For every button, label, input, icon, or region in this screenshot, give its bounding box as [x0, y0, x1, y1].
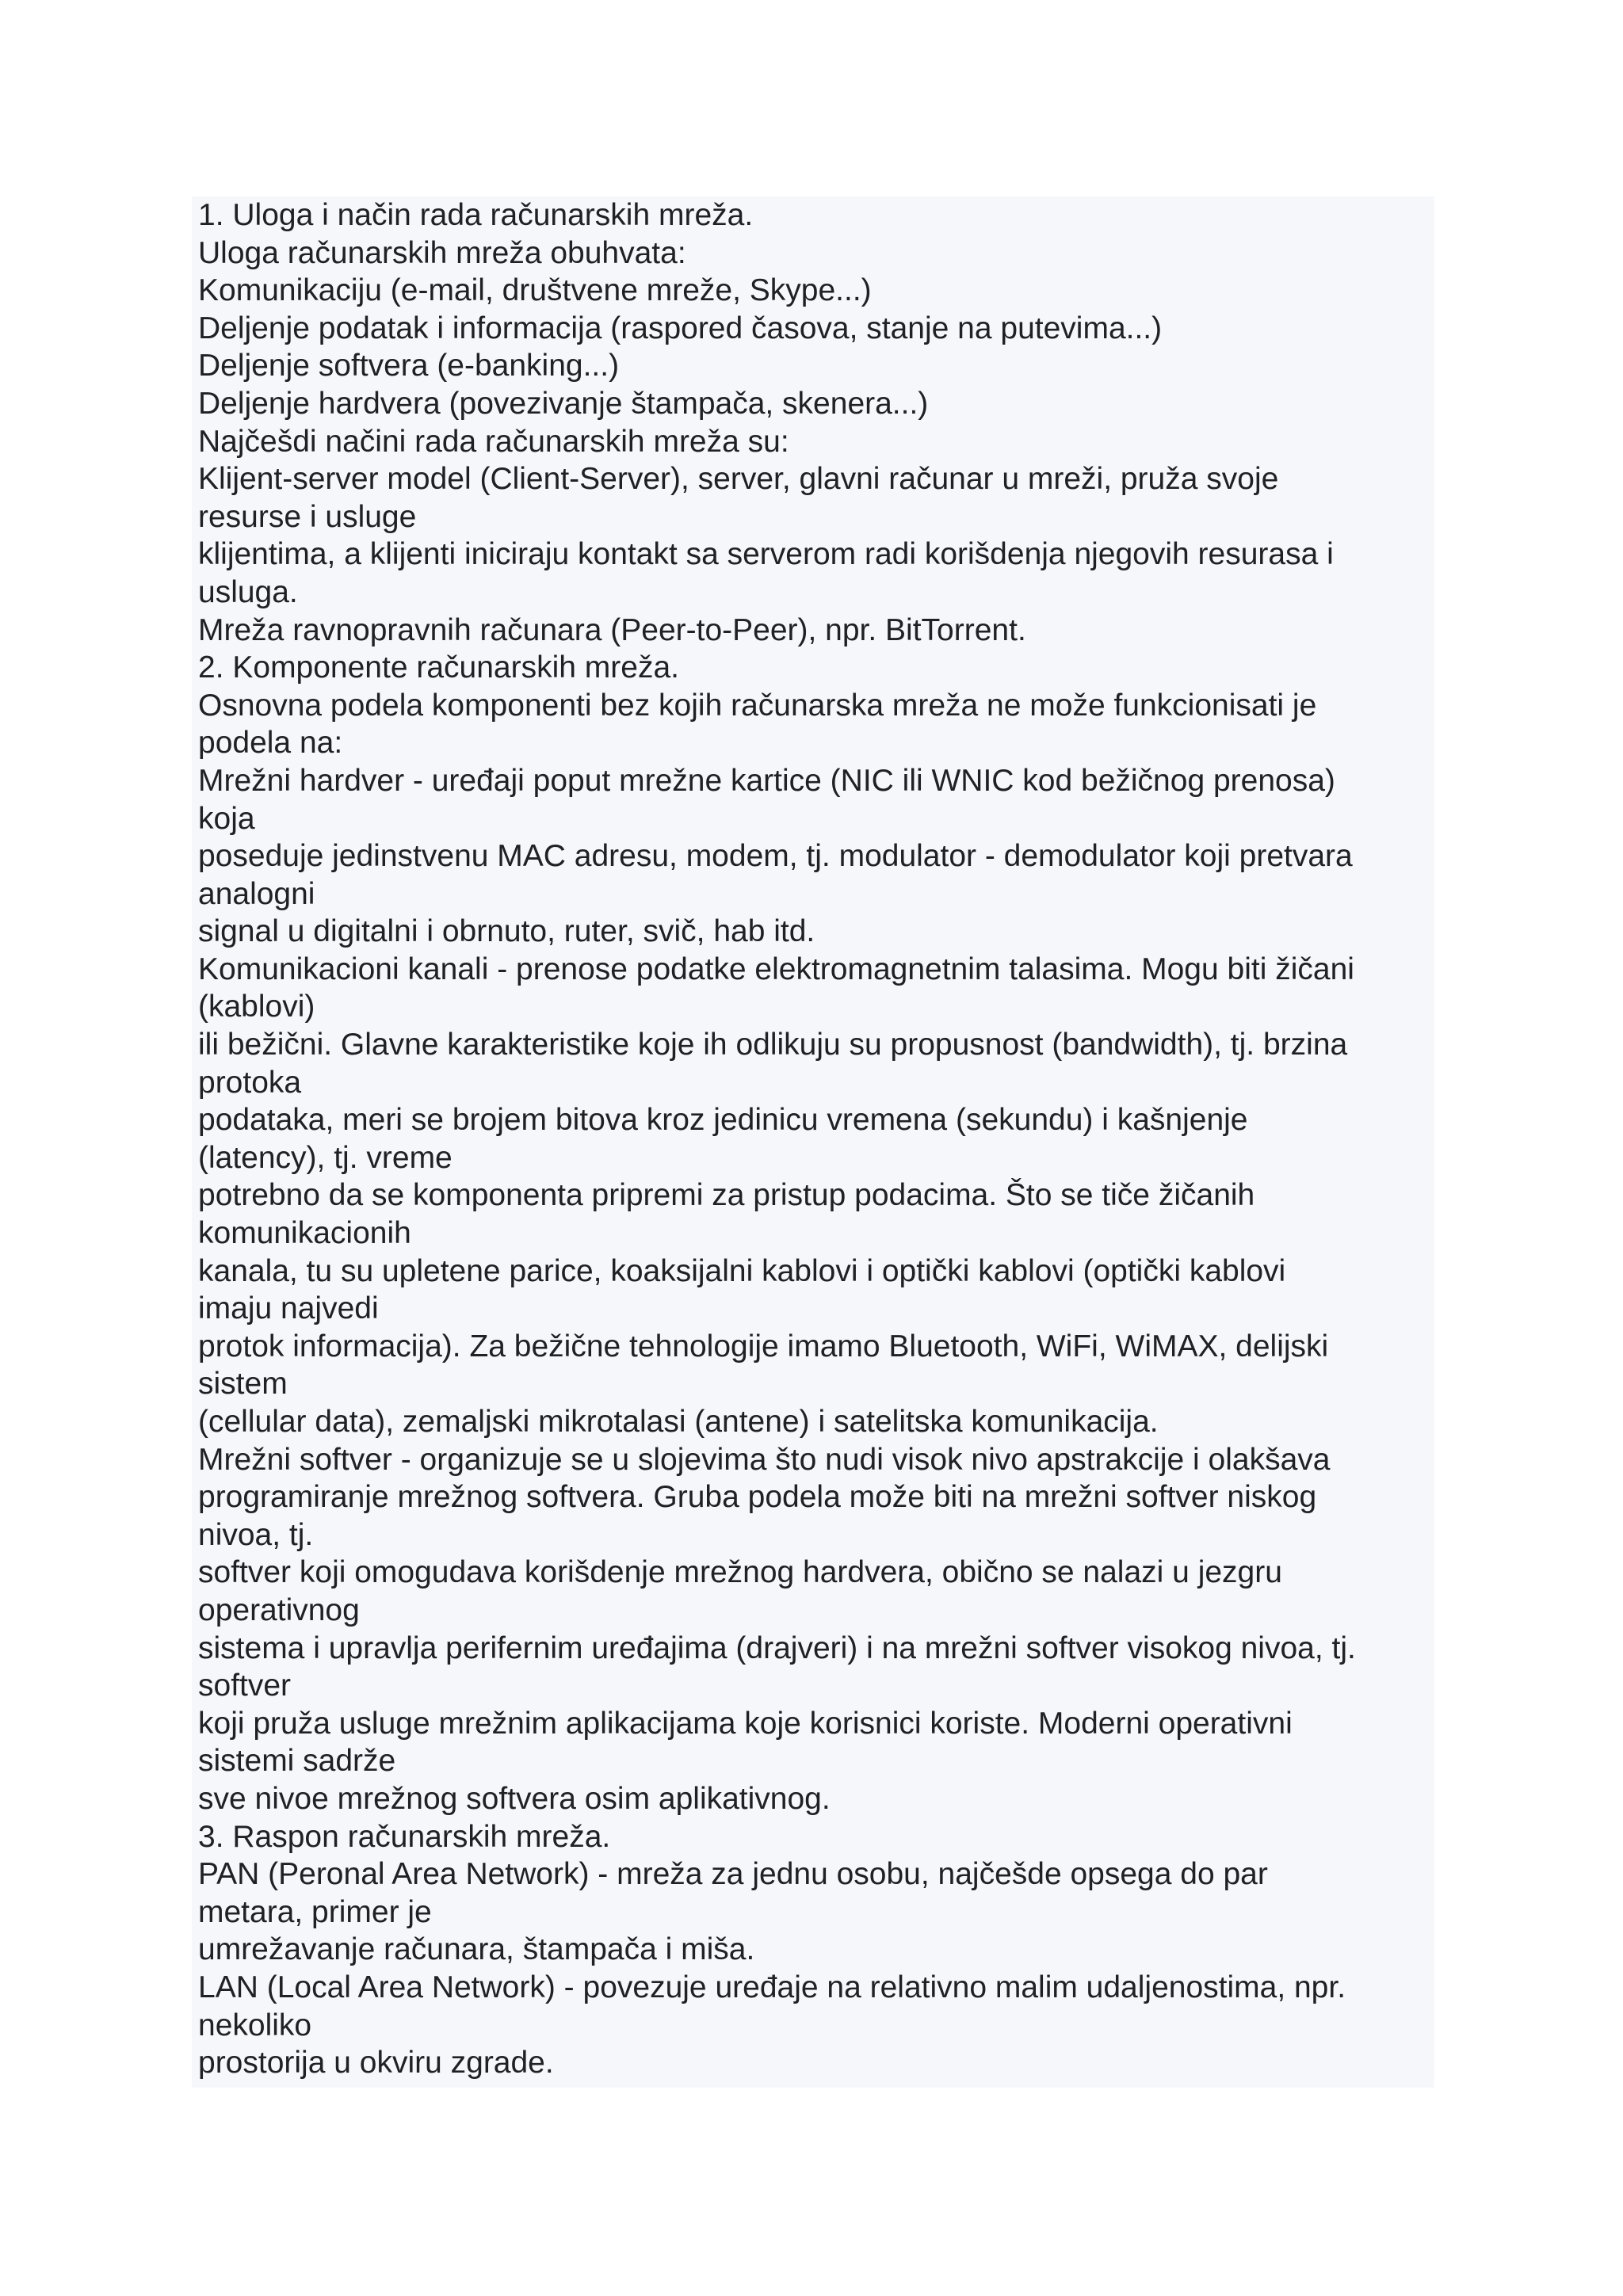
text-line: LAN (Local Area Network) - povezuje uređaje na relativno malim udaljenostima, npr. [198, 1970, 1346, 2004]
text-line: Uloga računarskih mreža obuhvata: [198, 235, 686, 270]
text-line: PAN (Peronal Area Network) - mreža za jednu osobu, najčešde opsega do par [198, 1857, 1268, 1892]
text-line: koja [198, 801, 255, 836]
text-line: podela na: [198, 726, 343, 761]
text-line: poseduje jedinstvenu MAC adresu, modem, tj. modulator - demodulator koji pretvara [198, 839, 1353, 874]
text-line: sistem [198, 1367, 288, 1402]
text-line: potrebno da se komponenta pripremi za pristup podacima. Što se tiče žičanih [198, 1178, 1255, 1213]
text-line: Najčešdi načini rada računarskih mreža su: [198, 424, 789, 459]
text-line: Deljenje softvera (e-banking...) [198, 349, 620, 383]
text-line: analogni [198, 876, 315, 911]
text-line: Deljenje hardvera (povezivanje štampača, skenera...) [198, 386, 929, 421]
text-line: softver koji omogudava korišdenje mrežnog hardvera, obično se nalazi u jezgru [198, 1555, 1282, 1590]
text-line: 2. Komponente računarskih mreža. [198, 650, 679, 685]
text-line: Deljenje podatak i informacija (raspored časova, stanje na putevima...) [198, 311, 1163, 345]
text-line: komunikacionih [198, 1216, 411, 1251]
text-line: nivoa, tj. [198, 1517, 314, 1552]
text-line: softver [198, 1669, 292, 1703]
text-line: (latency), tj. vreme [198, 1140, 453, 1175]
text-line: Mrežni softver - organizuje se u slojevima što nudi visok nivo apstrakcije i olakšava [198, 1442, 1331, 1477]
text-line: prostorija u okviru zgrade. [198, 2046, 554, 2081]
text-line: Mreža ravnopravnih računara (Peer-to-Peer), npr. BitTorrent. [198, 612, 1026, 647]
text-line: protoka [198, 1065, 302, 1100]
text-line: umrežavanje računara, štampača i miša. [198, 1932, 755, 1967]
text-line: kanala, tu su upletene parice, koaksijalni kablovi i optički kablovi (optički kablovi [198, 1253, 1286, 1288]
text-line: Komunikaciju (e-mail, društvene mreže, Skype...) [198, 273, 872, 308]
document-text-block [192, 196, 1434, 2088]
text-line: 3. Raspon računarskih mreža. [198, 1819, 611, 1854]
text-line: nekoliko [198, 2008, 312, 2042]
text-line: koji pruža usluge mrežnim aplikacijama koje korisnici koriste. Moderni operativni [198, 1706, 1293, 1741]
text-line: Mrežni hardver - uređaji poput mrežne kartice (NIC ili WNIC kod bežičnog prenosa) [198, 763, 1335, 798]
text-line: (kablovi) [198, 990, 315, 1024]
text-line: Komunikacioni kanali - prenose podatke elektromagnetnim talasima. Mogu biti žičani [198, 952, 1354, 986]
text-line: podataka, meri se brojem bitova kroz jedinicu vremena (sekundu) i kašnjenje [198, 1103, 1248, 1138]
text-line: operativnog [198, 1592, 360, 1627]
text-line: Osnovna podela komponenti bez kojih računarska mreža ne može funkcionisati je [198, 688, 1317, 723]
text-line: programiranje mrežnog softvera. Gruba podela može biti na mrežni softver niskog [198, 1480, 1317, 1515]
text-line: ili bežični. Glavne karakteristike koje ih odlikuju su propusnost (bandwidth), tj. brzina [198, 1028, 1348, 1062]
text-line: 1. Uloga i način rada računarskih mreža. [198, 198, 754, 232]
text-line: sistemi sadrže [198, 1744, 396, 1779]
text-line: protok informacija). Za bežične tehnologije imamo Bluetooth, WiFi, WiMAX, delijski [198, 1329, 1329, 1363]
text-line: (cellular data), zemaljski mikrotalasi (antene) i satelitska komunikacija. [198, 1405, 1159, 1439]
text-line: sistema i upravlja perifernim uređajima (drajveri) i na mrežni softver visokog nivoa, tj. [198, 1630, 1356, 1665]
text-line: metara, primer je [198, 1894, 432, 1929]
text-line: Klijent-server model (Client-Server), server, glavni računar u mreži, pruža svoje [198, 462, 1279, 497]
text-line: resurse i usluge [198, 499, 417, 534]
text-line: klijentima, a klijenti iniciraju kontakt sa serverom radi korišdenja njegovih resurasa i [198, 537, 1334, 572]
text-line: sve nivoe mrežnog softvera osim aplikativnog. [198, 1781, 831, 1816]
text-line: imaju najvedi [198, 1291, 379, 1326]
text-line: usluga. [198, 574, 298, 609]
text-line: signal u digitalni i obrnuto, ruter, svič, hab itd. [198, 914, 815, 949]
